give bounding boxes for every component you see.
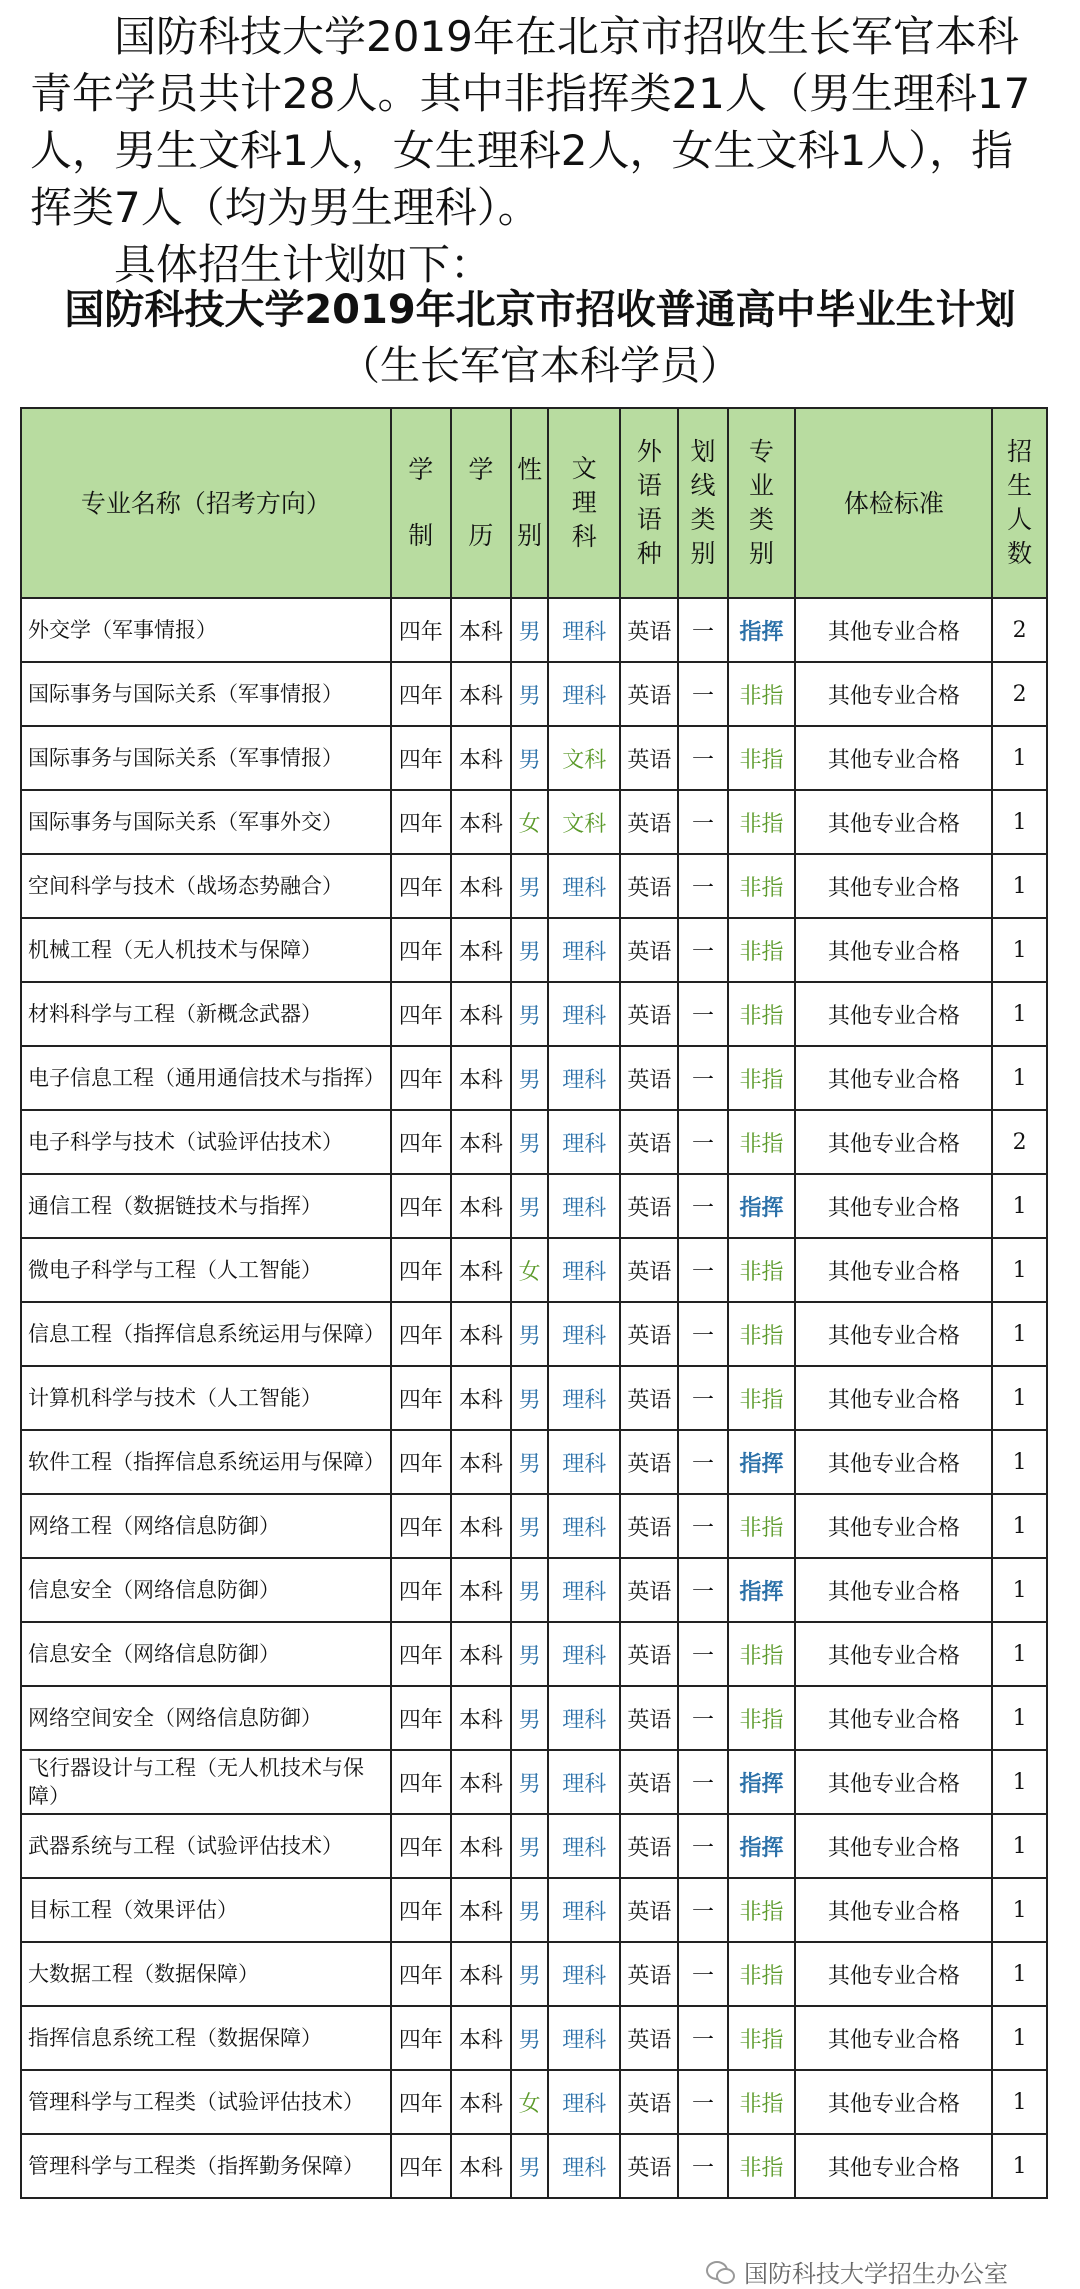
cell-line: 一 — [678, 1622, 727, 1686]
table-row — [21, 1366, 1047, 1430]
table-header-row — [21, 408, 1047, 598]
cell-degree: 本科 — [451, 1942, 511, 2006]
cell-major: 大数据工程（数据保障） — [21, 1942, 391, 2006]
footer-source — [706, 2254, 1008, 2289]
cell-duration: 四年 — [391, 662, 451, 726]
cell-line: 一 — [678, 1686, 727, 1750]
cell-duration: 四年 — [391, 790, 451, 854]
cell-duration: 四年 — [391, 1878, 451, 1942]
cell-degree: 本科 — [451, 790, 511, 854]
table-row — [21, 1814, 1047, 1878]
cell-physical: 其他专业合格 — [795, 2134, 992, 2198]
cell-count: 1 — [992, 1622, 1047, 1686]
cell-line: 一 — [678, 1238, 727, 1302]
cell-line: 一 — [678, 790, 727, 854]
cell-physical: 其他专业合格 — [795, 598, 992, 662]
cell-language: 英语 — [620, 918, 678, 982]
table-row — [21, 1302, 1047, 1366]
cell-gender: 男 — [511, 982, 548, 1046]
table-row — [21, 1110, 1047, 1174]
table-row — [21, 2006, 1047, 2070]
cell-physical: 其他专业合格 — [795, 1430, 992, 1494]
cell-line: 一 — [678, 1494, 727, 1558]
cell-physical: 其他专业合格 — [795, 1046, 992, 1110]
cell-physical: 其他专业合格 — [795, 726, 992, 790]
cell-language: 英语 — [620, 1494, 678, 1558]
header-physical: 体检标准 — [795, 408, 992, 598]
cell-degree: 本科 — [451, 982, 511, 1046]
cell-language: 英语 — [620, 2070, 678, 2134]
cell-category: 非指 — [728, 2134, 796, 2198]
cell-major: 机械工程（无人机技术与保障） — [21, 918, 391, 982]
cell-duration: 四年 — [391, 1430, 451, 1494]
cell-category: 非指 — [728, 982, 796, 1046]
cell-category: 非指 — [728, 918, 796, 982]
table-row — [21, 1046, 1047, 1110]
header-language: 外语语种 — [620, 408, 678, 598]
cell-physical: 其他专业合格 — [795, 1686, 992, 1750]
cell-major: 武器系统与工程（试验评估技术） — [21, 1814, 391, 1878]
intro-paragraph-1: 国防科技大学2019年在北京市招收生长军官本科青年学员共计28人。其中非指挥类21人（男生理科17人，男生文科1人，女生理科2人，女生文科1人），指挥类7人（均为男生理科）。 — [30, 12, 1031, 232]
table-row — [21, 2134, 1047, 2198]
cell-track: 理科 — [548, 1366, 620, 1430]
table-row — [21, 982, 1047, 1046]
cell-physical: 其他专业合格 — [795, 1494, 992, 1558]
cell-degree: 本科 — [451, 854, 511, 918]
table-row — [21, 1622, 1047, 1686]
cell-track: 理科 — [548, 1494, 620, 1558]
cell-line: 一 — [678, 2070, 727, 2134]
cell-line: 一 — [678, 2134, 727, 2198]
cell-count: 2 — [992, 662, 1047, 726]
table-row — [21, 662, 1047, 726]
cell-major: 飞行器设计与工程（无人机技术与保障） — [21, 1750, 391, 1814]
cell-count: 1 — [992, 1558, 1047, 1622]
cell-gender: 男 — [511, 918, 548, 982]
cell-major: 软件工程（指挥信息系统运用与保障） — [21, 1430, 391, 1494]
cell-track: 理科 — [548, 1174, 620, 1238]
cell-language: 英语 — [620, 1942, 678, 2006]
cell-major: 信息工程（指挥信息系统运用与保障） — [21, 1302, 391, 1366]
cell-major: 信息安全（网络信息防御） — [21, 1558, 391, 1622]
intro-text — [30, 8, 1040, 293]
cell-degree: 本科 — [451, 1686, 511, 1750]
cell-count: 1 — [992, 1942, 1047, 2006]
cell-track: 理科 — [548, 1686, 620, 1750]
cell-track: 理科 — [548, 1814, 620, 1878]
cell-category: 非指 — [728, 1110, 796, 1174]
cell-physical: 其他专业合格 — [795, 854, 992, 918]
header-duration: 学制 — [391, 408, 451, 598]
table-row — [21, 1942, 1047, 2006]
cell-category: 非指 — [728, 1622, 796, 1686]
cell-degree: 本科 — [451, 1366, 511, 1430]
cell-count: 2 — [992, 1110, 1047, 1174]
cell-gender: 男 — [511, 726, 548, 790]
cell-track: 理科 — [548, 1046, 620, 1110]
cell-gender: 男 — [511, 1622, 548, 1686]
cell-category: 指挥 — [728, 1174, 796, 1238]
cell-track: 理科 — [548, 662, 620, 726]
header-major: 专业名称（招考方向） — [21, 408, 391, 598]
cell-language: 英语 — [620, 1814, 678, 1878]
cell-physical: 其他专业合格 — [795, 1942, 992, 2006]
cell-physical: 其他专业合格 — [795, 1558, 992, 1622]
cell-physical: 其他专业合格 — [795, 918, 992, 982]
cell-line: 一 — [678, 982, 727, 1046]
cell-gender: 男 — [511, 1942, 548, 2006]
cell-duration: 四年 — [391, 2006, 451, 2070]
cell-gender: 女 — [511, 1238, 548, 1302]
cell-track: 理科 — [548, 2006, 620, 2070]
cell-duration: 四年 — [391, 726, 451, 790]
cell-count: 1 — [992, 1302, 1047, 1366]
table-row — [21, 790, 1047, 854]
header-degree: 学历 — [451, 408, 511, 598]
cell-line: 一 — [678, 1878, 727, 1942]
cell-language: 英语 — [620, 1686, 678, 1750]
cell-line: 一 — [678, 1110, 727, 1174]
cell-degree: 本科 — [451, 598, 511, 662]
cell-duration: 四年 — [391, 1750, 451, 1814]
cell-line: 一 — [678, 1942, 727, 2006]
cell-count: 1 — [992, 854, 1047, 918]
cell-physical: 其他专业合格 — [795, 1238, 992, 1302]
cell-count: 1 — [992, 918, 1047, 982]
cell-physical: 其他专业合格 — [795, 2070, 992, 2134]
cell-duration: 四年 — [391, 1366, 451, 1430]
cell-line: 一 — [678, 1814, 727, 1878]
cell-major: 材料科学与工程（新概念武器） — [21, 982, 391, 1046]
cell-gender: 男 — [511, 1302, 548, 1366]
cell-track: 理科 — [548, 2134, 620, 2198]
table-body — [21, 598, 1047, 2198]
cell-degree: 本科 — [451, 1302, 511, 1366]
cell-line: 一 — [678, 918, 727, 982]
cell-language: 英语 — [620, 1110, 678, 1174]
cell-language: 英语 — [620, 1366, 678, 1430]
cell-line: 一 — [678, 598, 727, 662]
cell-category: 非指 — [728, 1686, 796, 1750]
cell-count: 1 — [992, 790, 1047, 854]
cell-physical: 其他专业合格 — [795, 1174, 992, 1238]
cell-degree: 本科 — [451, 1110, 511, 1174]
cell-physical: 其他专业合格 — [795, 1110, 992, 1174]
cell-count: 1 — [992, 1430, 1047, 1494]
cell-duration: 四年 — [391, 1622, 451, 1686]
plan-subtitle: （生长军官本科学员） — [340, 343, 740, 389]
cell-line: 一 — [678, 662, 727, 726]
cell-physical: 其他专业合格 — [795, 1366, 992, 1430]
cell-category: 非指 — [728, 726, 796, 790]
cell-physical: 其他专业合格 — [795, 1622, 992, 1686]
cell-language: 英语 — [620, 982, 678, 1046]
table-row — [21, 2070, 1047, 2134]
cell-gender: 男 — [511, 1814, 548, 1878]
cell-track: 理科 — [548, 598, 620, 662]
cell-line: 一 — [678, 1174, 727, 1238]
cell-track: 文科 — [548, 790, 620, 854]
cell-count: 1 — [992, 1238, 1047, 1302]
cell-count: 1 — [992, 1750, 1047, 1814]
cell-category: 指挥 — [728, 1750, 796, 1814]
cell-physical: 其他专业合格 — [795, 1814, 992, 1878]
cell-category: 指挥 — [728, 1558, 796, 1622]
cell-major: 国际事务与国际关系（军事外交） — [21, 790, 391, 854]
cell-major: 信息安全（网络信息防御） — [21, 1622, 391, 1686]
cell-language: 英语 — [620, 1750, 678, 1814]
cell-count: 1 — [992, 1686, 1047, 1750]
cell-language: 英语 — [620, 854, 678, 918]
cell-duration: 四年 — [391, 598, 451, 662]
cell-language: 英语 — [620, 1046, 678, 1110]
cell-degree: 本科 — [451, 1494, 511, 1558]
cell-duration: 四年 — [391, 1942, 451, 2006]
cell-degree: 本科 — [451, 2006, 511, 2070]
cell-category: 非指 — [728, 1238, 796, 1302]
cell-category: 非指 — [728, 662, 796, 726]
cell-category: 非指 — [728, 1878, 796, 1942]
cell-major: 外交学（军事情报） — [21, 598, 391, 662]
cell-category: 指挥 — [728, 1430, 796, 1494]
cell-degree: 本科 — [451, 1814, 511, 1878]
cell-line: 一 — [678, 854, 727, 918]
cell-track: 文科 — [548, 726, 620, 790]
cell-language: 英语 — [620, 1430, 678, 1494]
cell-track: 理科 — [548, 2070, 620, 2134]
cell-physical: 其他专业合格 — [795, 1878, 992, 1942]
cell-count: 1 — [992, 726, 1047, 790]
wechat-icon — [706, 2261, 734, 2283]
intro-paragraph-2: 具体招生计划如下： — [114, 240, 493, 289]
cell-gender: 男 — [511, 2134, 548, 2198]
cell-physical: 其他专业合格 — [795, 2006, 992, 2070]
cell-physical: 其他专业合格 — [795, 982, 992, 1046]
cell-degree: 本科 — [451, 662, 511, 726]
cell-duration: 四年 — [391, 854, 451, 918]
cell-category: 非指 — [728, 1942, 796, 2006]
cell-track: 理科 — [548, 1110, 620, 1174]
cell-gender: 男 — [511, 1366, 548, 1430]
cell-language: 英语 — [620, 790, 678, 854]
cell-major: 计算机科学与技术（人工智能） — [21, 1366, 391, 1430]
header-track: 文理科 — [548, 408, 620, 598]
cell-track: 理科 — [548, 1430, 620, 1494]
cell-line: 一 — [678, 1430, 727, 1494]
table-row — [21, 1494, 1047, 1558]
cell-line: 一 — [678, 1366, 727, 1430]
cell-duration: 四年 — [391, 1814, 451, 1878]
cell-track: 理科 — [548, 1558, 620, 1622]
cell-gender: 男 — [511, 1174, 548, 1238]
cell-line: 一 — [678, 1750, 727, 1814]
cell-count: 2 — [992, 598, 1047, 662]
cell-language: 英语 — [620, 1622, 678, 1686]
cell-track: 理科 — [548, 1622, 620, 1686]
table-row — [21, 1878, 1047, 1942]
table-row — [21, 598, 1047, 662]
cell-duration: 四年 — [391, 1238, 451, 1302]
cell-language: 英语 — [620, 726, 678, 790]
cell-category: 非指 — [728, 1046, 796, 1110]
cell-physical: 其他专业合格 — [795, 1750, 992, 1814]
cell-duration: 四年 — [391, 1302, 451, 1366]
cell-gender: 男 — [511, 1494, 548, 1558]
cell-line: 一 — [678, 1302, 727, 1366]
cell-duration: 四年 — [391, 1110, 451, 1174]
cell-duration: 四年 — [391, 918, 451, 982]
cell-track: 理科 — [548, 1302, 620, 1366]
cell-language: 英语 — [620, 2134, 678, 2198]
cell-major: 电子科学与技术（试验评估技术） — [21, 1110, 391, 1174]
cell-count: 1 — [992, 1494, 1047, 1558]
cell-language: 英语 — [620, 1302, 678, 1366]
cell-duration: 四年 — [391, 982, 451, 1046]
cell-track: 理科 — [548, 918, 620, 982]
cell-language: 英语 — [620, 1878, 678, 1942]
cell-major: 目标工程（效果评估） — [21, 1878, 391, 1942]
cell-duration: 四年 — [391, 1494, 451, 1558]
table-row — [21, 918, 1047, 982]
cell-physical: 其他专业合格 — [795, 790, 992, 854]
cell-degree: 本科 — [451, 918, 511, 982]
cell-major: 微电子科学与工程（人工智能） — [21, 1238, 391, 1302]
cell-language: 英语 — [620, 2006, 678, 2070]
cell-degree: 本科 — [451, 1750, 511, 1814]
cell-degree: 本科 — [451, 726, 511, 790]
cell-count: 1 — [992, 2006, 1047, 2070]
table-row — [21, 854, 1047, 918]
header-count: 招生人数 — [992, 408, 1047, 598]
cell-gender: 男 — [511, 1558, 548, 1622]
table-row — [21, 726, 1047, 790]
cell-physical: 其他专业合格 — [795, 1302, 992, 1366]
cell-degree: 本科 — [451, 1430, 511, 1494]
cell-major: 指挥信息系统工程（数据保障） — [21, 2006, 391, 2070]
cell-duration: 四年 — [391, 1046, 451, 1110]
plan-title: 国防科技大学2019年北京市招收普通高中毕业生计划 — [64, 287, 1016, 333]
cell-language: 英语 — [620, 1238, 678, 1302]
cell-category: 指挥 — [728, 1814, 796, 1878]
cell-category: 非指 — [728, 854, 796, 918]
cell-major: 通信工程（数据链技术与指挥） — [21, 1174, 391, 1238]
cell-track: 理科 — [548, 982, 620, 1046]
cell-count: 1 — [992, 1174, 1047, 1238]
cell-gender: 男 — [511, 1046, 548, 1110]
cell-duration: 四年 — [391, 2070, 451, 2134]
cell-count: 1 — [992, 1046, 1047, 1110]
table-row — [21, 1238, 1047, 1302]
cell-duration: 四年 — [391, 1174, 451, 1238]
cell-track: 理科 — [548, 1750, 620, 1814]
cell-category: 非指 — [728, 2006, 796, 2070]
cell-degree: 本科 — [451, 1622, 511, 1686]
cell-degree: 本科 — [451, 2070, 511, 2134]
cell-degree: 本科 — [451, 1046, 511, 1110]
cell-duration: 四年 — [391, 1686, 451, 1750]
cell-major: 网络空间安全（网络信息防御） — [21, 1686, 391, 1750]
cell-major: 空间科学与技术（战场态势融合） — [21, 854, 391, 918]
table-row — [21, 1174, 1047, 1238]
footer-source-label: 国防科技大学招生办公室 — [744, 2260, 1008, 2288]
cell-degree: 本科 — [451, 2134, 511, 2198]
cell-category: 非指 — [728, 1366, 796, 1430]
header-line: 划线类别 — [678, 408, 727, 598]
cell-language: 英语 — [620, 1174, 678, 1238]
cell-track: 理科 — [548, 1942, 620, 2006]
cell-gender: 男 — [511, 1430, 548, 1494]
cell-physical: 其他专业合格 — [795, 662, 992, 726]
cell-gender: 男 — [511, 1110, 548, 1174]
cell-count: 1 — [992, 982, 1047, 1046]
cell-language: 英语 — [620, 1558, 678, 1622]
cell-line: 一 — [678, 1046, 727, 1110]
cell-line: 一 — [678, 2006, 727, 2070]
cell-count: 1 — [992, 1366, 1047, 1430]
cell-major: 电子信息工程（通用通信技术与指挥） — [21, 1046, 391, 1110]
cell-category: 非指 — [728, 1494, 796, 1558]
cell-major: 国际事务与国际关系（军事情报） — [21, 726, 391, 790]
cell-degree: 本科 — [451, 1878, 511, 1942]
cell-degree: 本科 — [451, 1174, 511, 1238]
cell-track: 理科 — [548, 1238, 620, 1302]
cell-track: 理科 — [548, 1878, 620, 1942]
cell-count: 1 — [992, 1814, 1047, 1878]
header-gender: 性别 — [511, 408, 548, 598]
cell-gender: 女 — [511, 2070, 548, 2134]
cell-duration: 四年 — [391, 1558, 451, 1622]
header-category: 专业类别 — [728, 408, 796, 598]
cell-language: 英语 — [620, 662, 678, 726]
table-row — [21, 1558, 1047, 1622]
cell-major: 国际事务与国际关系（军事情报） — [21, 662, 391, 726]
table-row — [21, 1430, 1047, 1494]
cell-category: 非指 — [728, 2070, 796, 2134]
cell-gender: 男 — [511, 1686, 548, 1750]
cell-gender: 男 — [511, 1878, 548, 1942]
cell-language: 英语 — [620, 598, 678, 662]
cell-line: 一 — [678, 1558, 727, 1622]
cell-major: 管理科学与工程类（试验评估技术） — [21, 2070, 391, 2134]
cell-count: 1 — [992, 2070, 1047, 2134]
cell-gender: 男 — [511, 854, 548, 918]
cell-category: 指挥 — [728, 598, 796, 662]
enrollment-plan-table — [20, 407, 1048, 2199]
cell-track: 理科 — [548, 854, 620, 918]
cell-degree: 本科 — [451, 1558, 511, 1622]
cell-gender: 男 — [511, 2006, 548, 2070]
cell-gender: 男 — [511, 1750, 548, 1814]
cell-count: 1 — [992, 2134, 1047, 2198]
cell-gender: 男 — [511, 662, 548, 726]
cell-major: 管理科学与工程类（指挥勤务保障） — [21, 2134, 391, 2198]
table-row — [21, 1686, 1047, 1750]
cell-degree: 本科 — [451, 1238, 511, 1302]
table-row — [21, 1750, 1047, 1814]
cell-line: 一 — [678, 726, 727, 790]
cell-category: 非指 — [728, 790, 796, 854]
cell-gender: 男 — [511, 598, 548, 662]
cell-gender: 女 — [511, 790, 548, 854]
cell-duration: 四年 — [391, 2134, 451, 2198]
cell-count: 1 — [992, 1878, 1047, 1942]
cell-category: 非指 — [728, 1302, 796, 1366]
cell-major: 网络工程（网络信息防御） — [21, 1494, 391, 1558]
